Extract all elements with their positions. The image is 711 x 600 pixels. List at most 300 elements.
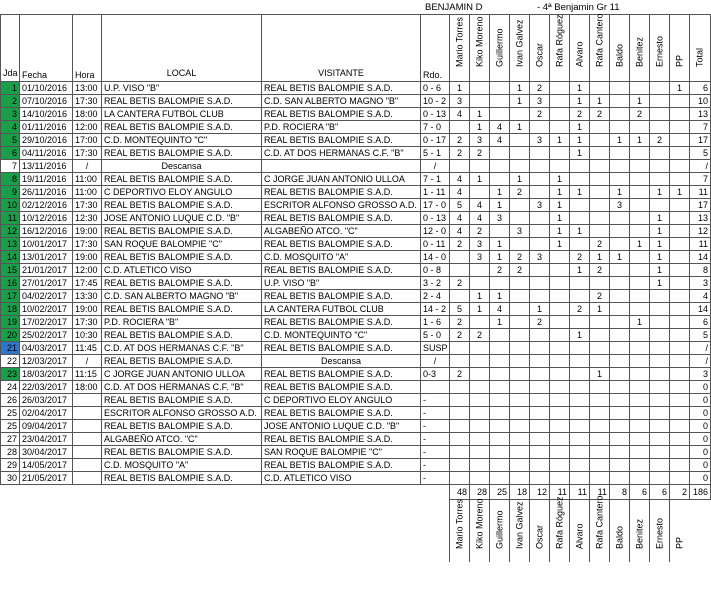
result-cell: - bbox=[421, 472, 450, 485]
date-cell: 22/03/2017 bbox=[20, 381, 73, 394]
goals-cell: 3 bbox=[490, 212, 510, 225]
time-cell: 18:00 bbox=[73, 381, 102, 394]
goals-cell bbox=[450, 290, 470, 303]
goals-cell: 4 bbox=[450, 225, 470, 238]
goals-cell: 1 bbox=[490, 290, 510, 303]
goals-cell bbox=[550, 342, 570, 355]
home-team-cell: REAL BETIS BALOMPIE S.A.D. bbox=[102, 355, 262, 368]
goals-cell bbox=[630, 290, 650, 303]
matchday-cell: 8 bbox=[1, 173, 20, 186]
goals-cell bbox=[630, 199, 650, 212]
row-total-cell: 0 bbox=[690, 407, 711, 420]
time-cell: 18:00 bbox=[73, 108, 102, 121]
date-cell: 23/04/2017 bbox=[20, 433, 73, 446]
goals-cell bbox=[590, 342, 610, 355]
goals-cell bbox=[550, 108, 570, 121]
home-team-cell: REAL BETIS BALOMPIE S.A.D. bbox=[102, 303, 262, 316]
row-total-cell: 3 bbox=[690, 277, 711, 290]
goals-cell: 1 bbox=[550, 134, 570, 147]
table-row bbox=[1, 290, 711, 303]
away-team-cell: REAL BETIS BALOMPIE S.A.D. bbox=[262, 433, 421, 446]
time-cell bbox=[73, 407, 102, 420]
goals-cell bbox=[670, 329, 690, 342]
goals-cell: 1 bbox=[630, 95, 650, 108]
goals-cell: 2 bbox=[450, 368, 470, 381]
goals-cell bbox=[570, 173, 590, 186]
goals-cell bbox=[630, 459, 650, 472]
goals-cell bbox=[550, 407, 570, 420]
goals-cell bbox=[670, 303, 690, 316]
result-cell: 0 - 8 bbox=[421, 264, 450, 277]
table-row bbox=[1, 329, 711, 342]
goals-cell: 1 bbox=[510, 121, 530, 134]
goals-cell: 5 bbox=[450, 199, 470, 212]
goals-cell bbox=[590, 420, 610, 433]
goals-cell bbox=[450, 394, 470, 407]
goals-cell bbox=[590, 433, 610, 446]
time-cell: 10:30 bbox=[73, 329, 102, 342]
goals-cell bbox=[530, 420, 550, 433]
goals-cell bbox=[490, 342, 510, 355]
goals-cell bbox=[570, 381, 590, 394]
date-cell: 10/12/2016 bbox=[20, 212, 73, 225]
goals-cell: 4 bbox=[450, 212, 470, 225]
goals-cell bbox=[470, 160, 490, 173]
goals-cell bbox=[470, 420, 490, 433]
goals-cell bbox=[510, 342, 530, 355]
date-cell: 01/10/2016 bbox=[20, 82, 73, 95]
footer-player: Alvaro bbox=[570, 500, 590, 563]
goals-cell: 1 bbox=[590, 368, 610, 381]
date-cell: 04/11/2016 bbox=[20, 147, 73, 160]
goals-cell bbox=[590, 394, 610, 407]
goals-cell bbox=[550, 433, 570, 446]
away-team-cell: C.D. MONTEQUINTO "C" bbox=[262, 329, 421, 342]
goals-cell: 3 bbox=[530, 199, 550, 212]
goals-cell bbox=[530, 264, 550, 277]
table-row bbox=[1, 342, 711, 355]
away-team-cell: U.P. VISO "B" bbox=[262, 277, 421, 290]
goals-cell bbox=[450, 381, 470, 394]
goals-cell bbox=[630, 368, 650, 381]
home-team-cell: ESCRITOR ALFONSO GROSSO A.D. bbox=[102, 407, 262, 420]
goals-cell: 1 bbox=[610, 251, 630, 264]
date-cell: 04/03/2017 bbox=[20, 342, 73, 355]
goals-cell bbox=[630, 212, 650, 225]
goals-cell bbox=[670, 368, 690, 381]
row-total-cell: 0 bbox=[690, 420, 711, 433]
footer-player: Oscar bbox=[530, 500, 550, 563]
home-team-cell: C.D. MONTEQUINTO "C" bbox=[102, 134, 262, 147]
row-total-cell: 0 bbox=[690, 446, 711, 459]
result-cell: - bbox=[421, 420, 450, 433]
col-player: Guillermo bbox=[490, 15, 510, 82]
goals-cell bbox=[630, 277, 650, 290]
goals-cell bbox=[550, 381, 570, 394]
goals-cell: 2 bbox=[590, 108, 610, 121]
goals-cell bbox=[530, 212, 550, 225]
away-team-cell: C JORGE JUAN ANTONIO ULLOA bbox=[262, 173, 421, 186]
away-team-cell: C.D. MOSQUITO "A" bbox=[262, 251, 421, 264]
result-cell: 0 - 6 bbox=[421, 82, 450, 95]
goals-cell: 3 bbox=[530, 95, 550, 108]
away-team-cell: REAL BETIS BALOMPIE S.A.D. bbox=[262, 108, 421, 121]
goals-cell bbox=[490, 329, 510, 342]
goals-cell: 1 bbox=[670, 186, 690, 199]
table-row bbox=[1, 147, 711, 160]
row-total-cell: 0 bbox=[690, 459, 711, 472]
goals-cell: 2 bbox=[590, 290, 610, 303]
goals-cell bbox=[530, 381, 550, 394]
goals-cell: 1 bbox=[650, 238, 670, 251]
goals-cell bbox=[630, 472, 650, 485]
goals-cell bbox=[550, 472, 570, 485]
goals-cell bbox=[450, 472, 470, 485]
table-row bbox=[1, 251, 711, 264]
footer-player: Ivan Galvez bbox=[510, 500, 530, 563]
row-total-cell: 17 bbox=[690, 134, 711, 147]
time-cell bbox=[73, 433, 102, 446]
goals-cell: 1 bbox=[550, 238, 570, 251]
goals-cell bbox=[650, 459, 670, 472]
goals-cell bbox=[570, 368, 590, 381]
row-total-cell: 6 bbox=[690, 316, 711, 329]
goals-cell bbox=[670, 355, 690, 368]
goals-cell: 2 bbox=[590, 238, 610, 251]
date-cell: 18/03/2017 bbox=[20, 368, 73, 381]
goals-cell bbox=[530, 342, 550, 355]
goals-cell: 2 bbox=[570, 303, 590, 316]
goals-cell: 2 bbox=[450, 147, 470, 160]
result-cell: 2 - 4 bbox=[421, 290, 450, 303]
goals-cell: 3 bbox=[530, 251, 550, 264]
table-row bbox=[1, 186, 711, 199]
goals-cell bbox=[630, 342, 650, 355]
date-cell: 09/04/2017 bbox=[20, 420, 73, 433]
away-team-cell: REAL BETIS BALOMPIE S.A.D. bbox=[262, 82, 421, 95]
row-total-cell: 0 bbox=[690, 394, 711, 407]
goals-cell: 2 bbox=[530, 316, 550, 329]
goals-cell bbox=[610, 82, 630, 95]
goals-cell bbox=[590, 134, 610, 147]
col-player: Oscar bbox=[530, 15, 550, 82]
goals-cell: 1 bbox=[550, 186, 570, 199]
goals-cell bbox=[450, 342, 470, 355]
goals-cell bbox=[610, 95, 630, 108]
row-total-cell: 5 bbox=[690, 147, 711, 160]
goals-cell bbox=[590, 329, 610, 342]
goals-cell bbox=[630, 264, 650, 277]
home-team-cell: REAL BETIS BALOMPIE S.A.D. bbox=[102, 329, 262, 342]
goals-cell bbox=[570, 277, 590, 290]
goals-cell bbox=[650, 173, 670, 186]
goals-cell bbox=[630, 381, 650, 394]
goals-cell bbox=[670, 108, 690, 121]
col-player: Benitez bbox=[630, 15, 650, 82]
time-cell: 19:00 bbox=[73, 225, 102, 238]
goals-cell bbox=[570, 212, 590, 225]
goals-cell bbox=[550, 95, 570, 108]
row-total-cell: 14 bbox=[690, 251, 711, 264]
home-team-cell: REAL BETIS BALOMPIE S.A.D. bbox=[102, 472, 262, 485]
result-cell: 1 - 6 bbox=[421, 316, 450, 329]
result-cell: 7 - 1 bbox=[421, 173, 450, 186]
goals-cell bbox=[510, 134, 530, 147]
goals-cell bbox=[590, 446, 610, 459]
date-cell: 04/02/2017 bbox=[20, 290, 73, 303]
home-team-cell: C.D. MOSQUITO "A" bbox=[102, 459, 262, 472]
away-team-cell: REAL BETIS BALOMPIE S.A.D. bbox=[262, 186, 421, 199]
goals-cell bbox=[610, 355, 630, 368]
goals-cell: 1 bbox=[470, 108, 490, 121]
goals-cell bbox=[670, 147, 690, 160]
goals-cell bbox=[650, 199, 670, 212]
away-team-cell: REAL BETIS BALOMPIE S.A.D. bbox=[262, 264, 421, 277]
goals-cell bbox=[650, 381, 670, 394]
table-row bbox=[1, 459, 711, 472]
away-team-cell: P.D. ROCIERA "B" bbox=[262, 121, 421, 134]
goals-cell bbox=[570, 238, 590, 251]
goals-cell: 2 bbox=[630, 108, 650, 121]
home-team-cell: REAL BETIS BALOMPIE S.A.D. bbox=[102, 147, 262, 160]
result-cell: 3 - 2 bbox=[421, 277, 450, 290]
goals-cell: 1 bbox=[490, 199, 510, 212]
table-row bbox=[1, 381, 711, 394]
goals-cell: 3 bbox=[470, 251, 490, 264]
date-cell: 02/04/2017 bbox=[20, 407, 73, 420]
matchday-cell: 29 bbox=[1, 459, 20, 472]
table-row bbox=[1, 316, 711, 329]
goals-cell: 2 bbox=[530, 82, 550, 95]
goals-cell: 1 bbox=[650, 225, 670, 238]
goals-cell bbox=[670, 95, 690, 108]
result-cell bbox=[421, 381, 450, 394]
away-team-cell bbox=[262, 160, 421, 173]
goals-cell bbox=[630, 420, 650, 433]
goals-cell bbox=[610, 173, 630, 186]
table-row bbox=[1, 160, 711, 173]
goals-cell bbox=[650, 82, 670, 95]
goals-cell bbox=[630, 173, 650, 186]
goals-cell bbox=[570, 459, 590, 472]
result-cell: 5 - 0 bbox=[421, 329, 450, 342]
goals-cell: 2 bbox=[450, 238, 470, 251]
col-player: PP bbox=[670, 15, 690, 82]
goals-cell bbox=[510, 290, 530, 303]
goals-cell: 4 bbox=[450, 173, 470, 186]
goals-cell: 1 bbox=[650, 251, 670, 264]
goals-cell: 2 bbox=[510, 186, 530, 199]
matchday-cell: 13 bbox=[1, 238, 20, 251]
goals-cell bbox=[450, 433, 470, 446]
row-total-cell: 5 bbox=[690, 329, 711, 342]
matchday-cell: 11 bbox=[1, 212, 20, 225]
matchday-cell: 23 bbox=[1, 368, 20, 381]
row-total-cell: 0 bbox=[690, 472, 711, 485]
date-cell: 29/10/2016 bbox=[20, 134, 73, 147]
row-total-cell: 13 bbox=[690, 212, 711, 225]
result-cell: 5 - 1 bbox=[421, 147, 450, 160]
goals-cell bbox=[670, 433, 690, 446]
away-team-cell: REAL BETIS BALOMPIE S.A.D. bbox=[262, 238, 421, 251]
home-team-cell: C JORGE JUAN ANTONIO ULLOA bbox=[102, 368, 262, 381]
time-cell: 11:00 bbox=[73, 186, 102, 199]
date-cell: 19/11/2016 bbox=[20, 173, 73, 186]
goals-cell bbox=[490, 433, 510, 446]
goals-cell: 1 bbox=[550, 225, 570, 238]
goals-cell: 3 bbox=[530, 134, 550, 147]
goals-cell: 2 bbox=[510, 251, 530, 264]
col-hora: Hora bbox=[73, 15, 102, 82]
col-rdo: Rdo. bbox=[421, 15, 450, 82]
goals-cell bbox=[510, 420, 530, 433]
goals-cell bbox=[590, 147, 610, 160]
home-team-cell: REAL BETIS BALOMPIE S.A.D. bbox=[102, 199, 262, 212]
col-player: Rafa Cantero bbox=[590, 15, 610, 82]
goals-cell: 4 bbox=[450, 186, 470, 199]
goals-cell bbox=[610, 446, 630, 459]
home-team-cell: REAL BETIS BALOMPIE S.A.D. bbox=[102, 95, 262, 108]
result-cell: 0 - 17 bbox=[421, 134, 450, 147]
time-cell: / bbox=[73, 160, 102, 173]
col-player: Rafa Róguez bbox=[550, 15, 570, 82]
footer-player: PP bbox=[670, 500, 690, 563]
grand-total: 186 bbox=[690, 485, 711, 500]
home-team-cell: REAL BETIS BALOMPIE S.A.D. bbox=[102, 394, 262, 407]
goals-cell: 1 bbox=[550, 199, 570, 212]
goals-cell bbox=[610, 342, 630, 355]
col-player: Alvaro bbox=[570, 15, 590, 82]
goals-cell bbox=[630, 147, 650, 160]
goals-cell bbox=[670, 420, 690, 433]
goals-cell: 1 bbox=[590, 95, 610, 108]
table-row bbox=[1, 225, 711, 238]
goals-cell: 1 bbox=[610, 186, 630, 199]
time-cell: 17:00 bbox=[73, 134, 102, 147]
home-team-cell: Descansa bbox=[102, 160, 262, 173]
goals-cell: 4 bbox=[470, 199, 490, 212]
goals-cell: 1 bbox=[570, 186, 590, 199]
goals-cell bbox=[590, 173, 610, 186]
goals-cell bbox=[590, 186, 610, 199]
matchday-cell: 4 bbox=[1, 121, 20, 134]
table-row bbox=[1, 95, 711, 108]
goals-cell bbox=[510, 368, 530, 381]
table-row bbox=[1, 134, 711, 147]
home-team-cell: REAL BETIS BALOMPIE S.A.D. bbox=[102, 225, 262, 238]
row-total-cell: / bbox=[690, 160, 711, 173]
goals-cell bbox=[550, 82, 570, 95]
time-cell: 17:45 bbox=[73, 277, 102, 290]
goals-cell: 2 bbox=[490, 264, 510, 277]
goals-cell bbox=[490, 160, 510, 173]
goals-cell bbox=[650, 160, 670, 173]
row-total-cell: 12 bbox=[690, 225, 711, 238]
goals-cell: 2 bbox=[470, 225, 490, 238]
date-cell: 26/11/2016 bbox=[20, 186, 73, 199]
goals-cell bbox=[510, 303, 530, 316]
row-total-cell: 11 bbox=[690, 186, 711, 199]
goals-cell bbox=[470, 394, 490, 407]
table-row bbox=[1, 82, 711, 95]
result-cell: 12 - 0 bbox=[421, 225, 450, 238]
time-cell: 17:30 bbox=[73, 238, 102, 251]
table-row bbox=[1, 238, 711, 251]
goals-cell bbox=[550, 368, 570, 381]
row-total-cell: 17 bbox=[690, 199, 711, 212]
result-cell: 14 - 2 bbox=[421, 303, 450, 316]
row-total-cell: 14 bbox=[690, 303, 711, 316]
row-total-cell: 8 bbox=[690, 264, 711, 277]
goals-cell bbox=[490, 394, 510, 407]
goals-cell bbox=[490, 459, 510, 472]
goals-cell bbox=[610, 277, 630, 290]
goals-cell bbox=[490, 95, 510, 108]
goals-cell bbox=[510, 160, 530, 173]
match-rows bbox=[1, 82, 711, 485]
goals-cell bbox=[610, 394, 630, 407]
away-team-cell: REAL BETIS BALOMPIE S.A.D. bbox=[262, 212, 421, 225]
goals-cell bbox=[630, 186, 650, 199]
home-team-cell: P.D. ROCIERA "B" bbox=[102, 316, 262, 329]
matchday-cell: 1 bbox=[1, 82, 20, 95]
goals-cell bbox=[590, 212, 610, 225]
home-team-cell: SAN ROQUE BALOMPIE "C" bbox=[102, 238, 262, 251]
goals-cell bbox=[630, 121, 650, 134]
goals-cell bbox=[670, 134, 690, 147]
goals-cell bbox=[670, 381, 690, 394]
goals-cell bbox=[550, 277, 570, 290]
goals-cell bbox=[610, 420, 630, 433]
time-cell: 17:30 bbox=[73, 147, 102, 160]
goals-cell bbox=[650, 446, 670, 459]
home-team-cell: LA CANTERA FUTBOL CLUB bbox=[102, 108, 262, 121]
goals-cell bbox=[510, 355, 530, 368]
table-row bbox=[1, 264, 711, 277]
goals-cell bbox=[490, 355, 510, 368]
goals-cell bbox=[630, 394, 650, 407]
goals-cell bbox=[510, 277, 530, 290]
goals-cell: 1 bbox=[530, 303, 550, 316]
goals-cell: 1 bbox=[510, 95, 530, 108]
row-total-cell: 4 bbox=[690, 290, 711, 303]
matchday-cell: 30 bbox=[1, 472, 20, 485]
goals-cell bbox=[570, 394, 590, 407]
goals-cell bbox=[630, 251, 650, 264]
goals-cell bbox=[590, 316, 610, 329]
goals-cell bbox=[670, 173, 690, 186]
row-total-cell: 10 bbox=[690, 95, 711, 108]
goals-cell bbox=[570, 160, 590, 173]
goals-cell bbox=[530, 121, 550, 134]
goals-cell: 1 bbox=[630, 238, 650, 251]
matchday-cell: 25 bbox=[1, 420, 20, 433]
row-total-cell: 7 bbox=[690, 173, 711, 186]
goals-cell bbox=[610, 212, 630, 225]
table-row bbox=[1, 368, 711, 381]
goals-cell bbox=[550, 446, 570, 459]
table-row bbox=[1, 407, 711, 420]
matchday-cell: 16 bbox=[1, 277, 20, 290]
goals-cell bbox=[550, 329, 570, 342]
player-total: 2 bbox=[670, 485, 690, 500]
goals-cell bbox=[470, 407, 490, 420]
goals-cell bbox=[550, 290, 570, 303]
goals-cell: 2 bbox=[450, 134, 470, 147]
matchday-cell: 14 bbox=[1, 251, 20, 264]
goals-cell: 1 bbox=[450, 82, 470, 95]
row-total-cell: / bbox=[690, 355, 711, 368]
